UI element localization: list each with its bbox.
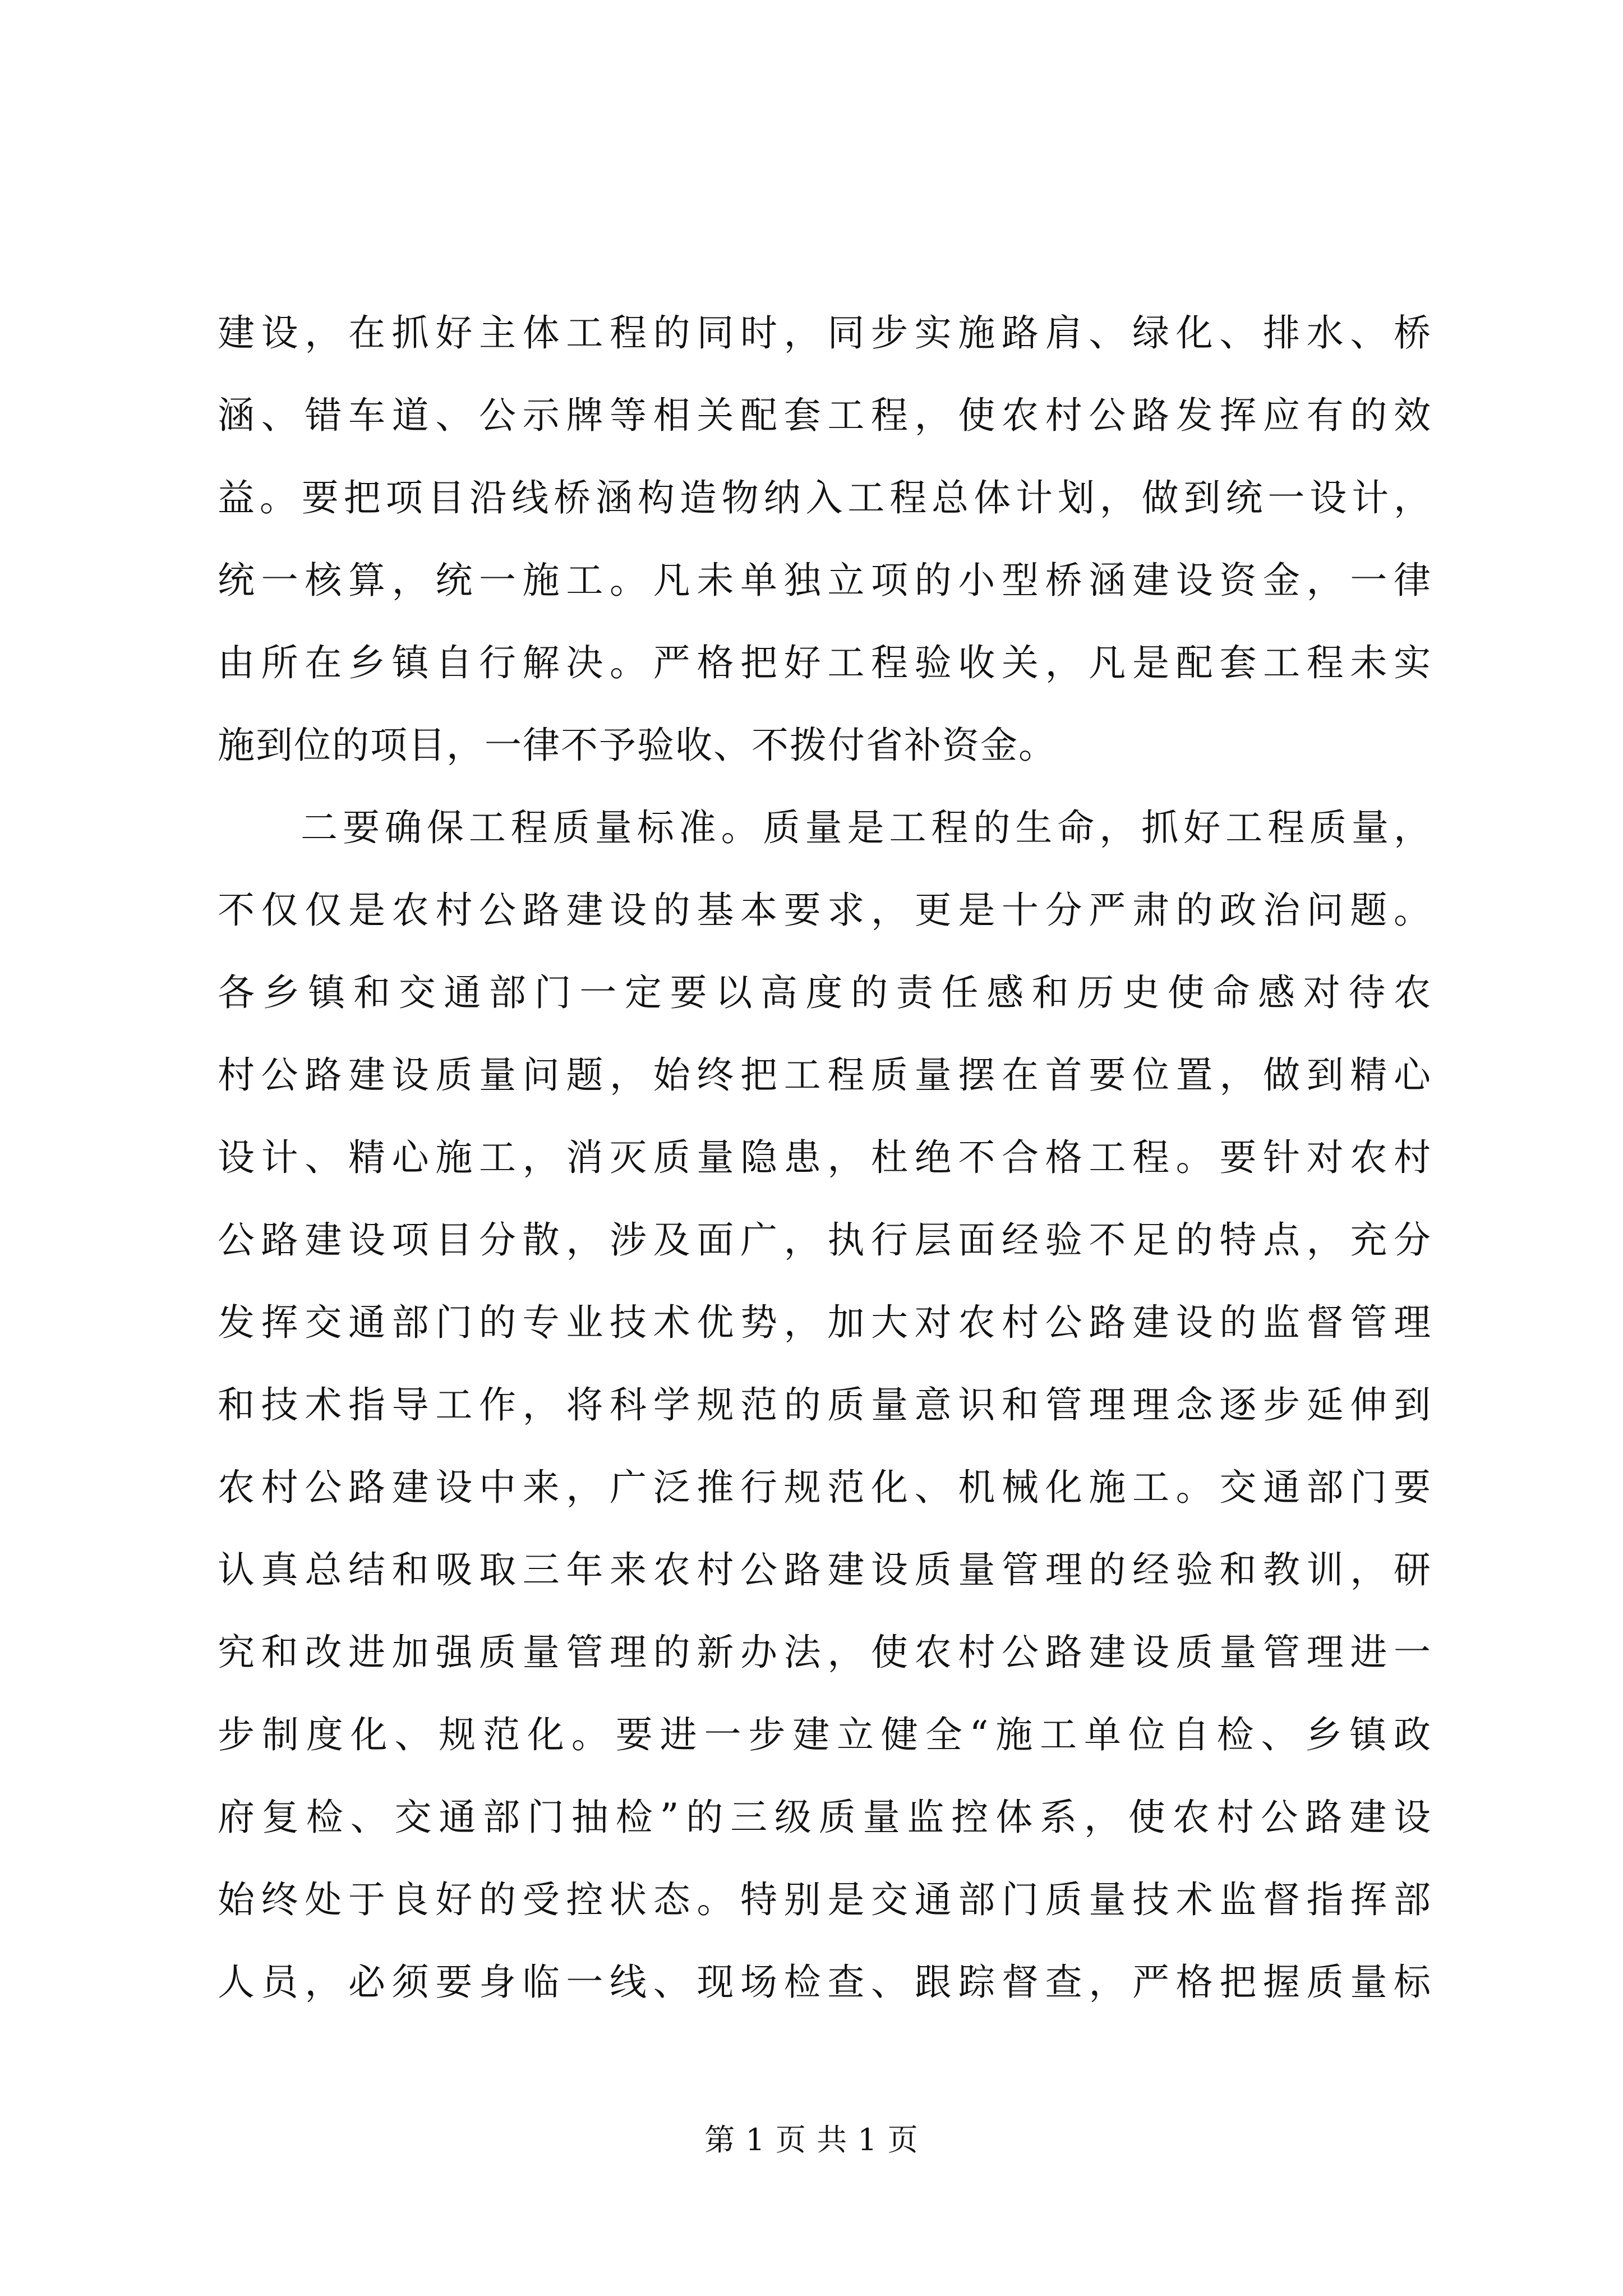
- text-line: 人员，必须要身临一线、现场检查、跟踪督查，严格把握质量标: [218, 1961, 1432, 2004]
- text-line: 和技术指导工作，将科学规范的质量意识和管理理念逐步延伸到: [218, 1383, 1432, 1427]
- page-footer: [0, 2116, 1623, 2159]
- paragraph-first-line: 二要确保工程质量标准。质量是工程的生命，抓好工程质量，: [301, 806, 1432, 849]
- text-line: 益。要把项目沿线桥涵构造物纳入工程总体计划，做到统一设计，: [218, 476, 1432, 519]
- text-line: 设计、精心施工，消灭质量隐患，杜绝不合格工程。要针对农村: [218, 1136, 1432, 1179]
- text-line: 建设，在抓好主体工程的同时，同步实施路肩、绿化、排水、桥: [218, 311, 1432, 355]
- text-line: 涵、错车道、公示牌等相关配套工程，使农村公路发挥应有的效: [218, 394, 1432, 437]
- page-number-label: 第 1 页 共 1 页: [704, 2122, 919, 2157]
- text-line: 施到位的项目，一律不予验收、不拨付省补资金。: [218, 724, 1057, 767]
- text-line: 不仅仅是农村公路建设的基本要求，更是十分严肃的政治问题。: [218, 889, 1432, 932]
- text-line: 农村公路建设中来，广泛推行规范化、机械化施工。交通部门要: [218, 1466, 1432, 1509]
- text-line: 各乡镇和交通部门一定要以高度的责任感和历史使命感对待农: [218, 971, 1432, 1014]
- text-line: 统一核算，统一施工。凡未单独立项的小型桥涵建设资金，一律: [218, 559, 1432, 602]
- text-line: 发挥交通部门的专业技术优势，加大对农村公路建设的监督管理: [218, 1301, 1432, 1344]
- text-line: 始终处于良好的受控状态。特别是交通部门质量技术监督指挥部: [218, 1878, 1432, 1921]
- text-line: 村公路建设质量问题，始终把工程质量摆在首要位置，做到精心: [218, 1053, 1432, 1097]
- text-line: 步制度化、规范化。要进一步建立健全“施工单位自检、乡镇政: [218, 1713, 1432, 1756]
- text-line: 究和改进加强质量管理的新办法，使农村公路建设质量管理进一: [218, 1631, 1432, 1674]
- text-line: 由所在乡镇自行解决。严格把好工程验收关，凡是配套工程未实: [218, 641, 1432, 684]
- text-line: 府复检、交通部门抽检”的三级质量监控体系，使农村公路建设: [218, 1796, 1432, 1839]
- document-body: [218, 292, 1432, 2023]
- text-line: 认真总结和吸取三年来农村公路建设质量管理的经验和教训，研: [218, 1548, 1432, 1591]
- text-line: 公路建设项目分散，涉及面广，执行层面经验不足的特点，充分: [218, 1218, 1432, 1262]
